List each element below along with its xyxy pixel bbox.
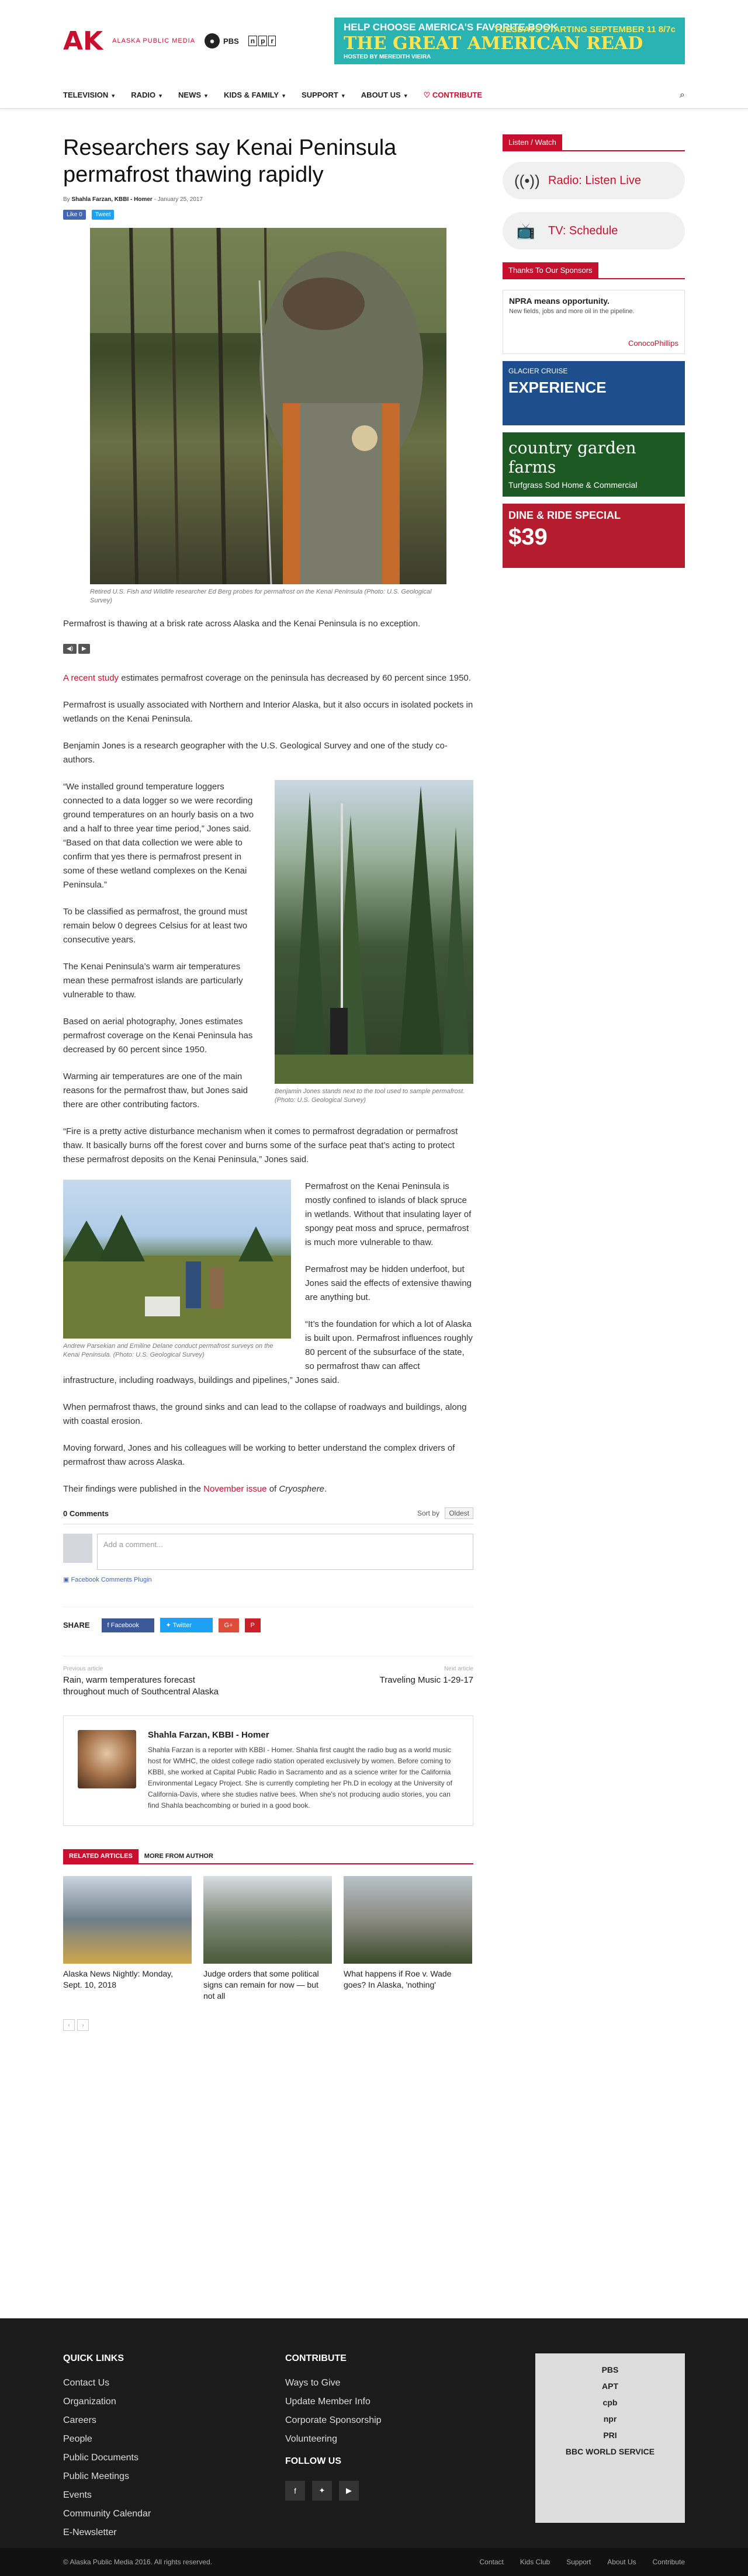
logo-text: ALASKA PUBLIC MEDIA [112, 37, 196, 44]
heart-icon: ♡ [423, 90, 432, 99]
paragraph-3: Permafrost is usually associated with Northern and Interior Alaska, but it also occurs in isolated pockets in wetlands on the Kenai Peninsula. [63, 700, 473, 724]
twitter-icon: ✦ [165, 1622, 173, 1629]
comments-sort [414, 1509, 473, 1518]
sidebar [503, 134, 685, 2031]
paragraph-2-rest: estimates permafrost coverage on the peninsula has decreased by 60 percent since 1950. [119, 673, 471, 683]
bbc-partner-logo: BBC WORLD SERVICE [565, 2447, 655, 2456]
related-grid [63, 1876, 473, 2002]
forest-illustration [90, 228, 446, 584]
footer-bottom-link[interactable]: Contribute [652, 2558, 685, 2566]
contribute-heading: CONTRIBUTE [285, 2353, 347, 2363]
sponsor-ad-country-garden[interactable] [503, 432, 685, 497]
footer-link[interactable]: Contact Us [63, 2378, 110, 2388]
footer-link[interactable]: Ways to Give [285, 2378, 341, 2388]
spon4-price: $39 [508, 524, 548, 550]
footer-bottom-link[interactable]: Contact [479, 2558, 504, 2566]
nav-contribute[interactable] [424, 91, 483, 100]
pager-next-icon[interactable]: › [77, 2019, 89, 2031]
pbs-partner-logo: PBS [601, 2365, 619, 2374]
footer-bottom-bar [0, 2548, 748, 2576]
footer-link[interactable]: Organization [63, 2397, 116, 2407]
footer-link[interactable]: Update Member Info [285, 2397, 370, 2407]
spon2-title: EXPERIENCE [508, 379, 607, 396]
related-card[interactable] [203, 1876, 332, 2002]
nav-news[interactable] [178, 91, 209, 99]
npr-partner-logo: npr [603, 2414, 617, 2424]
prev-title: Rain, warm temperatures forecast throughout much of Southcentral Alaska [63, 1675, 219, 1697]
footer-link[interactable]: Public Meetings [63, 2471, 129, 2481]
nav-about-label: ABOUT US [361, 91, 401, 99]
article-title: Researchers say Kenai Peninsula permafrost thawing rapidly [63, 136, 397, 187]
chevron-down-icon: ▼ [403, 93, 408, 99]
npr-logo [248, 36, 276, 46]
sponsors-heading: Thanks To Our Sponsors [503, 262, 598, 278]
pager-prev-icon[interactable]: ‹ [63, 2019, 75, 2031]
paragraph-9: Warming air temperatures are one of the main reasons for the permafrost thaw, but Jones said there are other contributing factors. [63, 1072, 248, 1110]
ad-schedule: TUESDAYS STARTING SEPTEMBER 11 8/7c [494, 25, 676, 34]
float-section-2 [63, 1180, 473, 1400]
npr-p: p [258, 36, 267, 46]
related-title: What happens if Roe v. Wade goes? In Alaska, 'nothing' [344, 1969, 452, 1989]
footer-bottom-link[interactable]: About Us [607, 2558, 636, 2566]
paragraph-1: Permafrost is thawing at a brisk rate across Alaska and the Kenai Peninsula is no exception. [63, 619, 421, 629]
share-bar [63, 1607, 473, 1632]
paragraph-16 [63, 1482, 473, 1496]
avatar [63, 1534, 92, 1563]
share-facebook-label: Facebook [110, 1621, 139, 1629]
article-date: January 25, 2017 [157, 196, 203, 203]
article-main [63, 134, 473, 2031]
photo-permafrost-survey [63, 1180, 291, 1339]
author-box [63, 1715, 473, 1826]
footer-link[interactable]: Community Calendar [63, 2509, 151, 2519]
play-icon[interactable]: ▶ [78, 644, 90, 654]
spon4-title: DINE & RIDE SPECIAL [508, 509, 621, 521]
radio-label: Radio: Listen Live [548, 174, 641, 187]
footer-link[interactable]: Corporate Sponsorship [285, 2415, 382, 2425]
related-title: Judge orders that some political signs can remain for now — but not all [203, 1969, 319, 2001]
spon1-title: NPRA means opportunity. [509, 296, 610, 306]
float-section-1 [63, 780, 473, 1125]
paragraph-10: “Fire is a pretty active disturbance mechanism when it comes to permafrost degradation or permafrost thaw. It basically burns off the forest cover and burns some of the surface peat that’s acting to protect these permafrost deposits on the Kenai Peninsula,” Jones said. [63, 1126, 458, 1164]
top-header [0, 0, 748, 82]
fb-like-button[interactable]: Like 0 [63, 210, 86, 220]
figure-main [90, 228, 446, 605]
figure-main-caption: Retired U.S. Fish and Wildlife researcher Ed Berg probes for permafrost on the Kenai Peninsula (Photo: U.S. Geological Survey) [90, 588, 432, 604]
sponsors-heading-bar [503, 262, 685, 279]
figure-jones [275, 780, 473, 1105]
tab-related-articles[interactable]: RELATED ARTICLES [63, 1849, 138, 1863]
spon2-sub: GLACIER CRUISE [508, 367, 568, 375]
chevron-down-icon: ▼ [110, 93, 116, 99]
november-issue-link[interactable]: November issue [203, 1484, 267, 1494]
footer-link[interactable]: Careers [63, 2415, 96, 2425]
nav-support-label: SUPPORT [302, 91, 338, 99]
related-card[interactable] [344, 1876, 472, 2002]
radio-listen-live-button[interactable] [503, 162, 685, 199]
tv-schedule-button[interactable] [503, 212, 685, 249]
chevron-down-icon: ▼ [158, 93, 164, 99]
tweet-button[interactable]: Tweet [92, 210, 115, 220]
chevron-down-icon: ▼ [340, 93, 346, 99]
paragraph-8: Based on aerial photography, Jones estimates permafrost coverage on the Kenai Peninsula has decreased by 60 percent since 1950. [63, 1017, 253, 1055]
ad-line-3: HOSTED BY MEREDITH VIEIRA [344, 54, 431, 60]
paragraph-16-b: of [266, 1484, 279, 1494]
site-logo[interactable] [63, 26, 276, 56]
partner-logos [535, 2353, 685, 2523]
content-area [0, 134, 748, 2031]
byline-prefix: By [63, 196, 70, 203]
article-meta [63, 196, 473, 203]
nav-television-label: TELEVISION [63, 91, 109, 99]
spon3-title: country garden farms [508, 438, 636, 477]
social-small [63, 210, 473, 220]
share-pinterest-button[interactable]: P [245, 1618, 261, 1632]
footer-social [285, 2481, 507, 2501]
nav-television[interactable] [63, 91, 116, 99]
nav-kids-family[interactable] [224, 91, 286, 99]
sort-select[interactable]: Oldest [445, 1507, 473, 1519]
spruce-illustration [275, 780, 473, 1084]
copyright: © Alaska Public Media 2016. All rights reserved. [63, 2558, 212, 2566]
figure-survey [63, 1180, 291, 1360]
footer-columns [0, 2318, 748, 2546]
spon1-brand: ConocoPhillips [628, 339, 678, 348]
listen-watch-heading: Listen / Watch [503, 134, 562, 150]
related-image [203, 1876, 332, 1964]
tab-more-from-author[interactable]: MORE FROM AUTHOR [144, 1853, 213, 1860]
tv-icon: 📺 [516, 221, 536, 240]
footer-link[interactable]: Volunteering [285, 2434, 337, 2444]
related-card[interactable] [63, 1876, 192, 2002]
share-label: SHARE [63, 1621, 90, 1629]
footer [0, 2318, 748, 2576]
radio-waves-icon: ((•)) [514, 171, 540, 189]
paragraph-16-a: Their findings were published in the [63, 1484, 204, 1494]
figure-jones-caption: Benjamin Jones stands next to the tool used to sample permafrost. (Photo: U.S. Geological Survey) [275, 1088, 465, 1104]
nav-about-us[interactable] [361, 91, 408, 99]
next-article[interactable] [298, 1666, 473, 1698]
photo-jones-sampler [275, 780, 473, 1084]
paragraph-13: “It’s the foundation for which a lot of Alaska is built upon. Permafrost influences roughly 80 percent of the subsurface of the state, so permafrost thaw can affect infrastructure, including roadways, buildings and pipelines,” Jones said. [63, 1319, 473, 1385]
related-tabs [63, 1849, 473, 1864]
paragraph-14: When permafrost thaws, the ground sinks and can lead to the collapse of roadways and buildings, along with coastal erosion. [63, 1402, 467, 1426]
wetland-illustration [63, 1180, 291, 1339]
comments-count: 0 Comments [63, 1509, 109, 1518]
author-avatar [78, 1730, 136, 1788]
sort-label: Sort by [417, 1509, 439, 1517]
pri-partner-logo: PRI [603, 2431, 617, 2440]
ad-line-1: HELP CHOOSE AMERICA'S FAVORITE BOOK [344, 22, 558, 33]
npr-r: r [268, 36, 276, 46]
author-bio: Shahla Farzan is a reporter with KBBI - Homer. Shahla first caught the radio bug as a world music host for WMHC, the oldest college radio station operated exclusively by women. Before coming to KBBI, she worked at Capital Public Radio in Sacramento and as a science writer for the California Environmental Legacy Project. She is currently completing her Ph.D in ecology at the University of California-Davis, where she studies native bees. When she's not producing audio stories, you can find Shahla beachcombing or buried in a good book. [148, 1746, 452, 1809]
footer-quick-links [63, 2353, 285, 2546]
comment-composer [63, 1534, 473, 1570]
related-image [63, 1876, 192, 1964]
nav-kids-label: KIDS & FAMILY [223, 91, 279, 99]
quick-links-heading: QUICK LINKS [63, 2353, 124, 2363]
spon3-sub: Turfgrass Sod Home & Commercial [508, 480, 638, 490]
figure-survey-caption: Andrew Parsekian and Emiline Delane conduct permafrost surveys on the Kenai Peninsula. (Photo: U.S. Geological Survey) [63, 1343, 273, 1358]
recent-study-link[interactable]: A recent study [63, 673, 119, 683]
facebook-icon: ▣ [63, 1576, 71, 1583]
plugin-label: Facebook Comments Plugin [71, 1576, 152, 1583]
audio-player [63, 644, 473, 654]
share-facebook-button[interactable] [102, 1618, 154, 1632]
related-title: Alaska News Nightly: Monday, Sept. 10, 2018 [63, 1969, 174, 1989]
paragraph-2 [63, 671, 473, 685]
apt-partner-logo: APT [602, 2381, 618, 2391]
footer-contribute [285, 2353, 507, 2546]
footer-link[interactable]: Events [63, 2490, 92, 2500]
footer-link[interactable]: E-Newsletter [63, 2528, 117, 2537]
prev-label: Previous article [63, 1666, 103, 1672]
share-gplus-button[interactable]: G+ [219, 1618, 239, 1632]
footer-link[interactable]: Public Documents [63, 2453, 138, 2463]
footer-bottom-link[interactable]: Support [566, 2558, 591, 2566]
comment-input[interactable]: Add a comment... [97, 1534, 473, 1570]
comments-header [63, 1509, 473, 1524]
ak-logo-mark: AK [63, 26, 103, 56]
listen-heading-bar [503, 134, 685, 151]
next-label: Next article [444, 1666, 473, 1672]
nav-news-label: NEWS [178, 91, 202, 99]
related-image [344, 1876, 472, 1964]
youtube-icon[interactable]: ▶ [339, 2481, 359, 2501]
paragraph-7: The Kenai Peninsula’s warm air temperatures mean these permafrost islands are particularly vulnerable to thaw. [63, 962, 243, 1000]
paragraph-5: “We installed ground temperature loggers connected to a data logger so we were recording ground temperatures on an hourly basis on a two and a half to three year time period,” Jones said. “Based on that data collection we were able to confirm that yes there is permafrost present in some of these wetland complexes on the Kenai Peninsula.” [63, 782, 254, 890]
prev-article[interactable] [63, 1666, 238, 1698]
contribute-label: CONTRIBUTE [432, 90, 483, 99]
facebook-icon: f [107, 1621, 111, 1629]
article-author[interactable]: Shahla Farzan, KBBI - Homer [71, 196, 153, 203]
related-pager [63, 2019, 473, 2031]
prev-next-nav [63, 1656, 473, 1698]
author-info [148, 1730, 459, 1811]
nav-support[interactable] [302, 91, 346, 99]
journal-name: Cryosphere [279, 1484, 324, 1494]
volume-icon[interactable]: ◀) [63, 644, 77, 654]
search-icon[interactable]: ⌕ [680, 89, 685, 100]
cpb-partner-logo: cpb [602, 2398, 618, 2407]
chevron-down-icon: ▼ [281, 93, 287, 99]
npr-n: n [248, 36, 257, 46]
facebook-icon[interactable]: f [285, 2481, 305, 2501]
pbs-icon: ◉ [205, 33, 220, 48]
paragraph-11: Permafrost on the Kenai Peninsula is mostly confined to islands of black spruce in wetlands. Without that insulating layer of spongy peat moss and spruce, permafrost is much more vulnerable to thaw. [305, 1181, 472, 1247]
photo-researcher-forest [90, 228, 446, 584]
meta-separator: - [154, 196, 158, 203]
nav-radio-label: RADIO [131, 91, 156, 99]
sponsor-ad-glacier-cruise[interactable] [503, 361, 685, 425]
author-name[interactable]: Shahla Farzan, KBBI - Homer [148, 1730, 269, 1740]
sponsor-ad-conocophillips[interactable] [503, 290, 685, 354]
paragraph-12: Permafrost may be hidden underfoot, but Jones said the effects of extensive thawing are anything but. [305, 1264, 472, 1302]
paragraph-4: Benjamin Jones is a research geographer with the U.S. Geological Survey and one of the study co-authors. [63, 741, 448, 765]
paragraph-6: To be classified as permafrost, the ground must remain below 0 degrees Celsius for at least two consecutive years. [63, 907, 248, 945]
pbs-logo [205, 33, 239, 48]
paragraph-15: Moving forward, Jones and his colleagues will be working to better understand the complex drivers of permafrost thaw across Alaska. [63, 1443, 455, 1467]
follow-heading: FOLLOW US [285, 2456, 341, 2466]
share-twitter-label: Twitter [172, 1622, 192, 1629]
sponsor-ad-dine-ride[interactable] [503, 504, 685, 568]
tv-label: TV: Schedule [548, 224, 618, 237]
spon1-sub: New fields, jobs and more oil in the pipeline. [509, 308, 635, 315]
paragraph-16-d: . [324, 1484, 327, 1494]
twitter-icon[interactable]: ✦ [312, 2481, 332, 2501]
footer-link[interactable]: People [63, 2434, 92, 2444]
footer-bottom-links [480, 2558, 685, 2566]
next-title: Traveling Music 1-29-17 [379, 1675, 473, 1685]
share-twitter-button[interactable] [160, 1618, 213, 1632]
header-ad-banner[interactable] [334, 18, 685, 64]
footer-bottom-link[interactable]: Kids Club [520, 2558, 550, 2566]
pbs-label: PBS [223, 36, 239, 46]
ad-line-2: THE GREAT AMERICAN READ [344, 33, 643, 54]
main-nav [0, 82, 748, 109]
nav-radio[interactable] [131, 91, 163, 99]
facebook-comments-plugin-link[interactable] [63, 1576, 473, 1583]
chevron-down-icon: ▼ [203, 93, 209, 99]
